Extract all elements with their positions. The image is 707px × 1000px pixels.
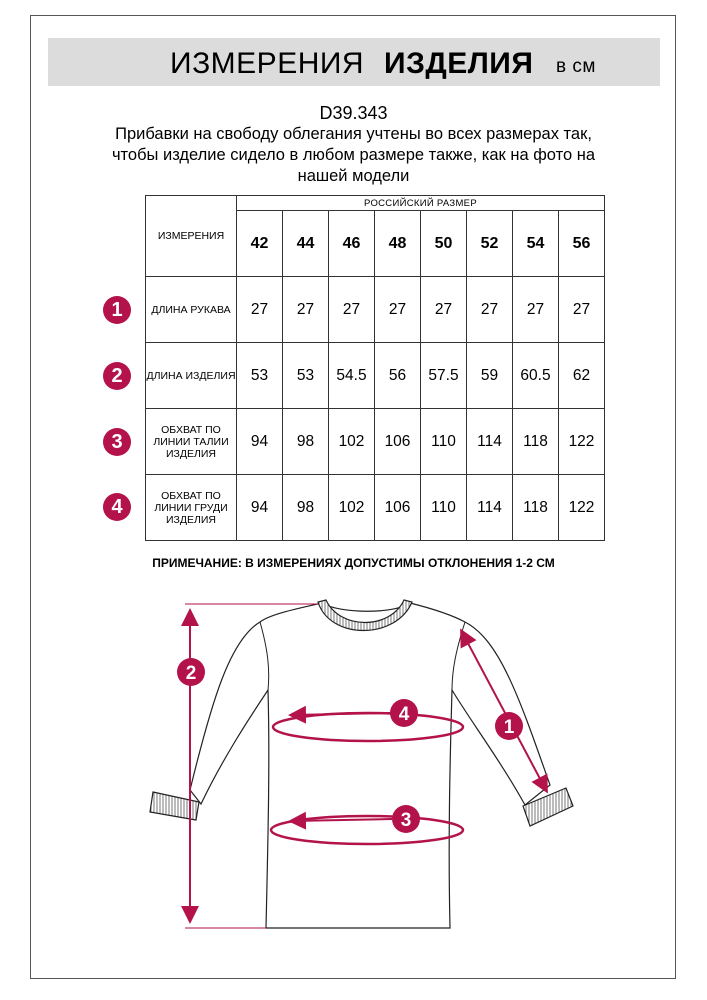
header-unit: в см: [556, 56, 596, 77]
table-cell: 122: [559, 409, 605, 475]
table-row: [146, 409, 605, 475]
size-header: 54: [513, 211, 559, 277]
table-row: [146, 475, 605, 541]
table-cell: 118: [513, 475, 559, 541]
table-cell: 110: [421, 475, 467, 541]
table-cell: 106: [375, 475, 421, 541]
row-label-garment-length: ДЛИНА ИЗДЕЛИЯ: [146, 343, 237, 409]
row-label-waist: ОБХВАТ ПО ЛИНИИ ТАЛИИ ИЗДЕЛИЯ: [146, 409, 237, 475]
size-header: 48: [375, 211, 421, 277]
row-number-badge-4: 4: [103, 493, 131, 521]
size-header: 46: [329, 211, 375, 277]
size-header: 50: [421, 211, 467, 277]
diagram-badge-1-text: 1: [503, 717, 515, 738]
diagram-badge-3: [392, 805, 420, 833]
size-header: 42: [237, 211, 283, 277]
table-cell: 118: [513, 409, 559, 475]
table-cell: 56: [375, 343, 421, 409]
table-corner-label: ИЗМЕРЕНИЯ: [146, 196, 237, 277]
table-cell: 94: [237, 409, 283, 475]
row-number-badge-1: 1: [103, 296, 131, 324]
garment-diagram: [0, 580, 707, 940]
table-cell: 102: [329, 475, 375, 541]
table-cell: 98: [283, 409, 329, 475]
size-header: 52: [467, 211, 513, 277]
diagram-badge-2-text: 2: [185, 663, 197, 684]
left-cuff: [150, 792, 199, 820]
table-cell: 27: [283, 277, 329, 343]
table-cell: 27: [513, 277, 559, 343]
table-cell: 27: [559, 277, 605, 343]
table-row: [146, 277, 605, 343]
table-cell: 62: [559, 343, 605, 409]
table-cell: 27: [329, 277, 375, 343]
table-row: [146, 343, 605, 409]
size-table: [145, 195, 605, 541]
table-cell: 54.5: [329, 343, 375, 409]
table-cell: 53: [283, 343, 329, 409]
row-number-badge-3: 3: [103, 428, 131, 456]
diagram-badge-3-text: 3: [400, 810, 412, 831]
sweater-outline: [190, 603, 550, 928]
header-title-bold: ИЗДЕЛИЯ: [384, 47, 534, 80]
table-cell: 106: [375, 409, 421, 475]
header-title-light: ИЗМЕРЕНИЯ: [170, 47, 365, 80]
table-cell: 98: [283, 475, 329, 541]
table-cell: 27: [467, 277, 513, 343]
table-cell: 110: [421, 409, 467, 475]
table-cell: 94: [237, 475, 283, 541]
article-number: D39.343: [319, 103, 388, 123]
size-header: 44: [283, 211, 329, 277]
diagram-badge-4-text: 4: [398, 704, 410, 725]
row-number-badge-2: 2: [103, 362, 131, 390]
size-group-header: РОССИЙСКИЙ РАЗМЕР: [237, 196, 605, 211]
tolerance-note: ПРИМЕЧАНИЕ: В ИЗМЕРЕНИЯХ ДОПУСТИМЫ ОТКЛОНЕНИЯ 1-2 СМ: [152, 556, 555, 570]
diagram-badge-4: [390, 699, 418, 727]
table-cell: 53: [237, 343, 283, 409]
table-cell: 59: [467, 343, 513, 409]
size-header: 56: [559, 211, 605, 277]
table-cell: 27: [375, 277, 421, 343]
row-label-chest: ОБХВАТ ПО ЛИНИИ ГРУДИ ИЗДЕЛИЯ: [146, 475, 237, 541]
table-cell: 114: [467, 475, 513, 541]
row-label-sleeve-length: ДЛИНА РУКАВА: [146, 277, 237, 343]
table-cell: 27: [421, 277, 467, 343]
table-cell: 27: [237, 277, 283, 343]
table-cell: 57.5: [421, 343, 467, 409]
table-cell: 102: [329, 409, 375, 475]
diagram-badge-2: [177, 658, 205, 686]
diagram-badge-1: [495, 712, 523, 740]
intro-text: Прибавки на свободу облегания учтены во всех размерах так, чтобы изделие сидело в любом размере также, как на фото на нашей модели: [111, 125, 596, 185]
table-cell: 122: [559, 475, 605, 541]
table-cell: 60.5: [513, 343, 559, 409]
table-cell: 114: [467, 409, 513, 475]
